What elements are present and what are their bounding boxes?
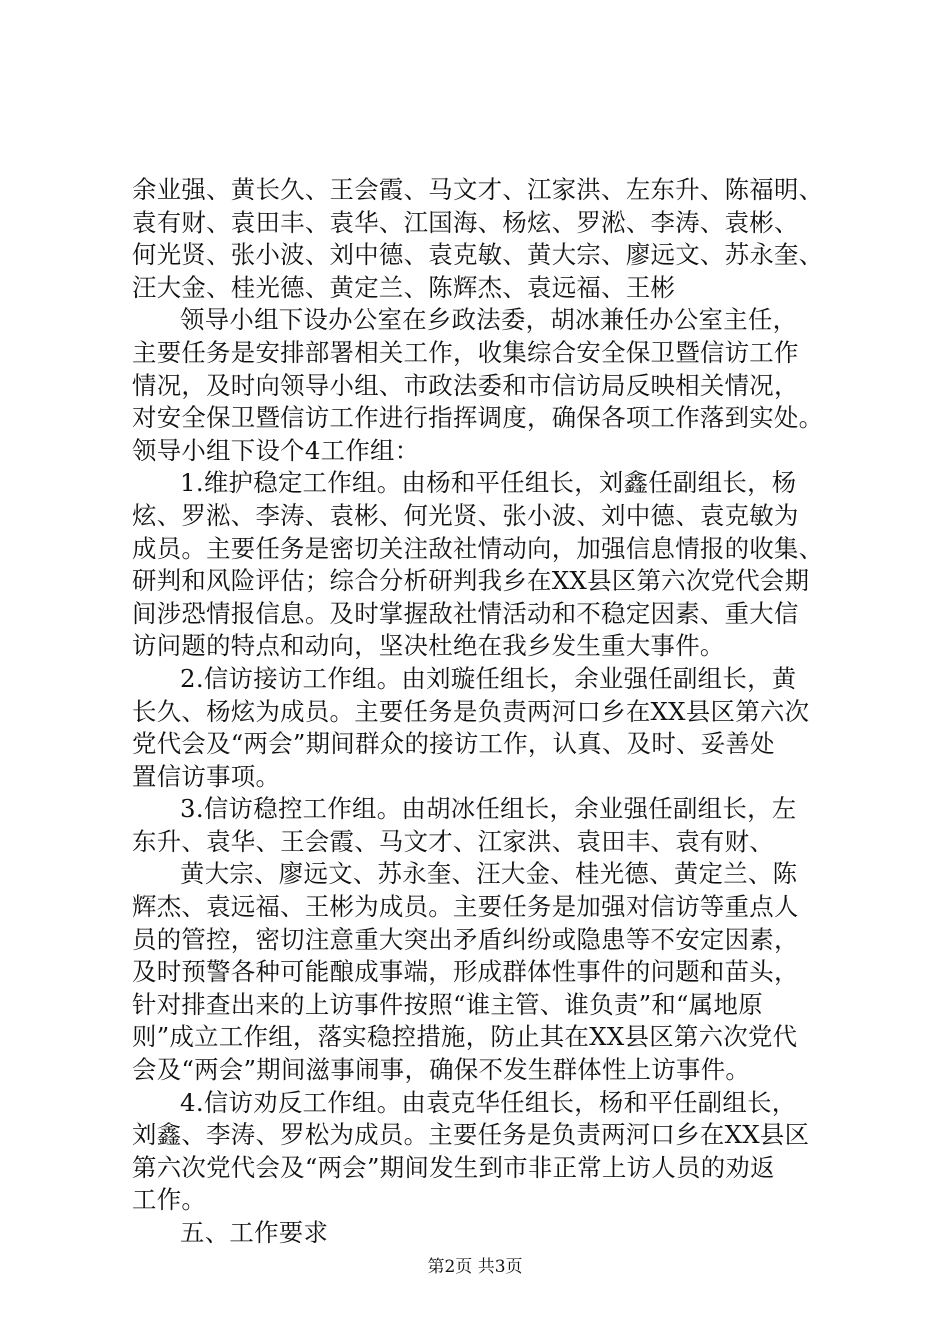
text-line: 间涉恐情报信息。及时掌握敌社情活动和不稳定因素、重大信 xyxy=(132,598,799,628)
page-number-footer: 第2页 共3页 xyxy=(427,1257,523,1277)
text-line: 成员。主要任务是密切关注敌社情动向，加强信息情报的收集、 xyxy=(132,533,824,563)
paragraph-start: 1.维护稳定工作组。由杨和平任组长，刘鑫任副组长，杨 xyxy=(180,468,797,498)
text-line: 对安全保卫暨信访工作进行指挥调度，确保各项工作落到实处。 xyxy=(132,403,824,433)
text-line: 何光贤、张小波、刘中德、袁克敏、黄大宗、廖远文、苏永奎、 xyxy=(132,240,824,270)
text-line: 会及“两会”期间滋事闹事，确保不发生群体性上访事件。 xyxy=(132,1055,751,1085)
text-line: 汪大金、桂光德、黄定兰、陈辉杰、袁远福、王彬 xyxy=(132,272,676,302)
text-line: 黄大宗、廖远文、苏永奎、汪大金、桂光德、黄定兰、陈 xyxy=(180,859,798,889)
text-line: 东升、袁华、王会霞、马文才、江家洪、袁田丰、袁有财、 xyxy=(132,826,774,856)
text-line: 炫、罗淞、李涛、袁彬、何光贤、张小波、刘中德、袁克敏为 xyxy=(132,500,799,530)
text-line: 访问题的特点和动向，坚决杜绝在我乡发生重大事件。 xyxy=(132,631,725,661)
text-line: 针对排查出来的上访事件按照“谁主管、谁负责”和“属地原 xyxy=(132,989,763,1019)
paragraph-start: 4.信访劝反工作组。由袁克华任组长，杨和平任副组长， xyxy=(180,1087,797,1117)
text-line: 党代会及“两会”期间群众的接访工作，认真、及时、妥善处 xyxy=(132,729,775,759)
text-line: 则”成立工作组，落实稳控措施，防止其在XX县区第六次党代 xyxy=(132,1022,798,1052)
paragraph-start: 3.信访稳控工作组。由胡冰任组长，余业强任副组长，左 xyxy=(180,794,797,824)
text-line: 及时预警各种可能酿成事端，形成群体性事件的问题和苗头， xyxy=(132,957,799,987)
text-line: 主要任务是安排部署相关工作，收集综合安全保卫暨信访工作 xyxy=(132,337,799,367)
paragraph-start: 2.信访接访工作组。由刘璇任组长，余业强任副组长，黄 xyxy=(180,663,797,693)
paragraph-start: 领导小组下设办公室在乡政法委，胡冰兼任办公室主任， xyxy=(180,305,798,335)
document-body xyxy=(132,174,832,1250)
text-line: 置信访事项。 xyxy=(132,761,281,791)
text-line: 员的管控，密切注意重大突出矛盾纠纷或隐患等不安定因素， xyxy=(132,924,799,954)
text-line: 第六次党代会及“两会”期间发生到市非正常上访人员的劝返 xyxy=(132,1152,775,1182)
text-line: 余业强、黄长久、王会霞、马文才、江家洪、左东升、陈福明、 xyxy=(132,175,824,204)
text-line: 刘鑫、李涛、罗松为成员。主要任务是负责两河口乡在XX县区 xyxy=(132,1120,810,1150)
section-heading: 五、工作要求 xyxy=(180,1218,329,1247)
text-line: 研判和风险评估；综合分析研判我乡在XX县区第六次党代会期 xyxy=(132,566,810,596)
text-line: 情况，及时向领导小组、市政法委和市信访局反映相关情况， xyxy=(132,370,799,400)
text-line: 长久、杨炫为成员。主要任务是负责两河口乡在XX县区第六次 xyxy=(132,696,810,726)
text-line: 领导小组下设个4工作组： xyxy=(132,435,420,465)
text-line: 袁有财、袁田丰、袁华、江国海、杨炫、罗淞、李涛、袁彬、 xyxy=(132,207,799,237)
text-line: 辉杰、袁远福、王彬为成员。主要任务是加强对信访等重点人 xyxy=(132,892,799,922)
text-line: 工作。 xyxy=(132,1185,207,1215)
